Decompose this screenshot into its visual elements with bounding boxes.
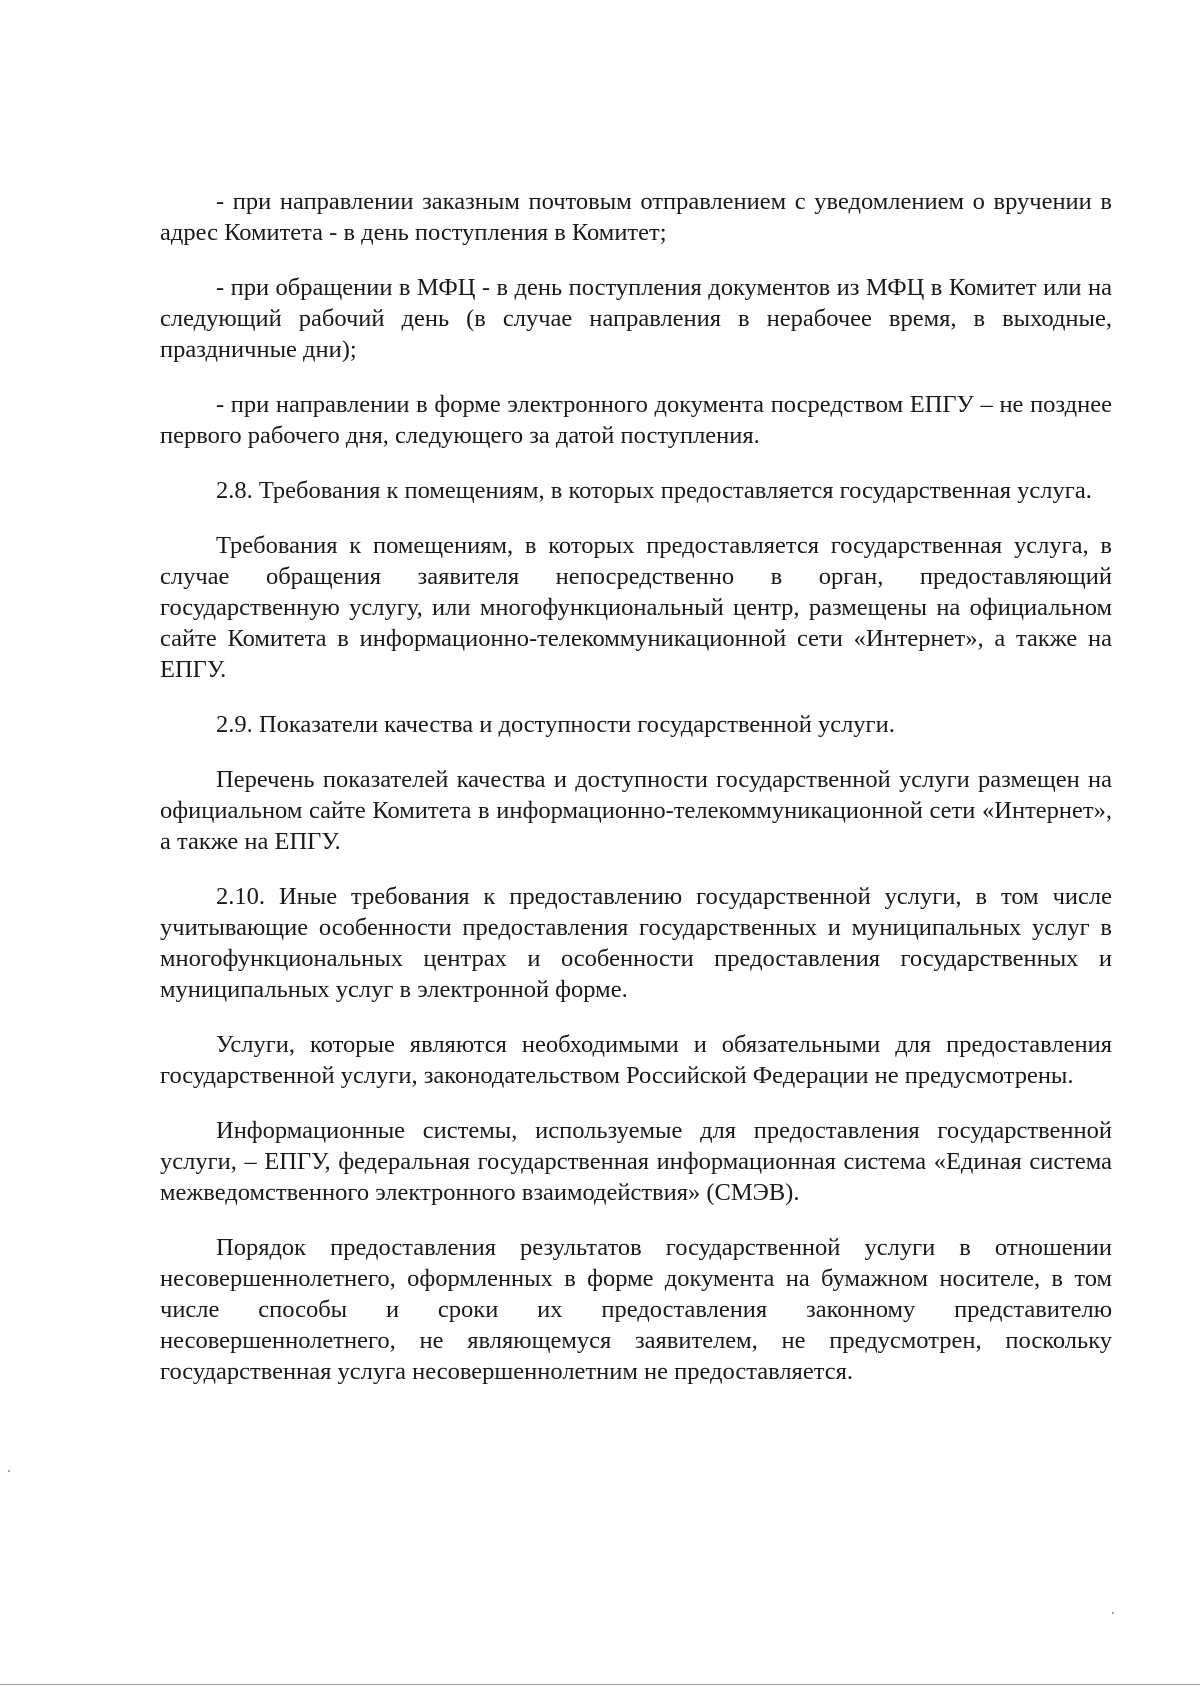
paragraph-mfc-delivery: - при обращении в МФЦ - в день поступления документов из МФЦ в Комитет или на следующий рабочий день (в случае направления в нерабочее время, в выходные, праздничные дни); <box>160 274 1112 363</box>
section-heading-2-9: 2.9. Показатели качества и доступности государственной услуги. <box>216 711 895 738</box>
paragraph-postal-delivery: - при направлении заказным почтовым отправлением с уведомлением о вручении в адрес Комитета - в день поступления в Комитет; <box>160 188 1112 246</box>
paragraph-epgu-delivery: - при направлении в форме электронного документа посредством ЕПГУ – не позднее первого рабочего дня, следующего за датой поступления. <box>160 391 1112 449</box>
section-heading-2-8: 2.8. Требования к помещениям, в которых предоставляется государственная услуга. <box>216 477 1092 504</box>
paragraph-minors-procedure: Порядок предоставления результатов государственной услуги в отношении несовершеннолетнего, оформленных в форме документа на бумажном носителе, в том числе способы и сроки их предоставления законному представителю несовершеннолетнего, не являющемуся заявителем, не предусмотрен, поскольку государственная услуга несовершеннолетним не предоставляется. <box>160 1234 1112 1385</box>
paragraph-required-services: Услуги, которые являются необходимыми и обязательными для предоставления государственной услуги, законодательством Российской Федерации не предусмотрены. <box>160 1031 1112 1089</box>
document-body <box>160 186 1112 1411</box>
scan-speck <box>1112 1612 1114 1614</box>
section-heading-2-10: 2.10. Иные требования к предоставлению государственной услуги, в том числе учитывающие особенности предоставления государственных и муниципальных услуг в многофункциональных центрах и особенности предоставления государственных и муниципальных услуг в электронной форме. <box>160 883 1112 1003</box>
paragraph-premises-requirements: Требования к помещениям, в которых предоставляется государственная услуга, в случае обращения заявителя непосредственно в орган, предоставляющий государственную услугу, или многофункциональный центр, размещены на официальном сайте Комитета в информационно-телекоммуникационной сети «Интернет», а также на ЕПГУ. <box>160 532 1112 683</box>
page-bottom-edge <box>0 1684 1200 1685</box>
paragraph-quality-indicators: Перечень показателей качества и доступности государственной услуги размещен на официальном сайте Комитета в информационно-телекоммуникационной сети «Интернет», а также на ЕПГУ. <box>160 766 1112 855</box>
scan-speck <box>8 1470 10 1472</box>
paragraph-information-systems: Информационные системы, используемые для предоставления государственной услуги, – ЕПГУ, федеральная государственная информационная система «Единая система межведомственного электронного взаимодействия» (СМЭВ). <box>160 1117 1112 1206</box>
